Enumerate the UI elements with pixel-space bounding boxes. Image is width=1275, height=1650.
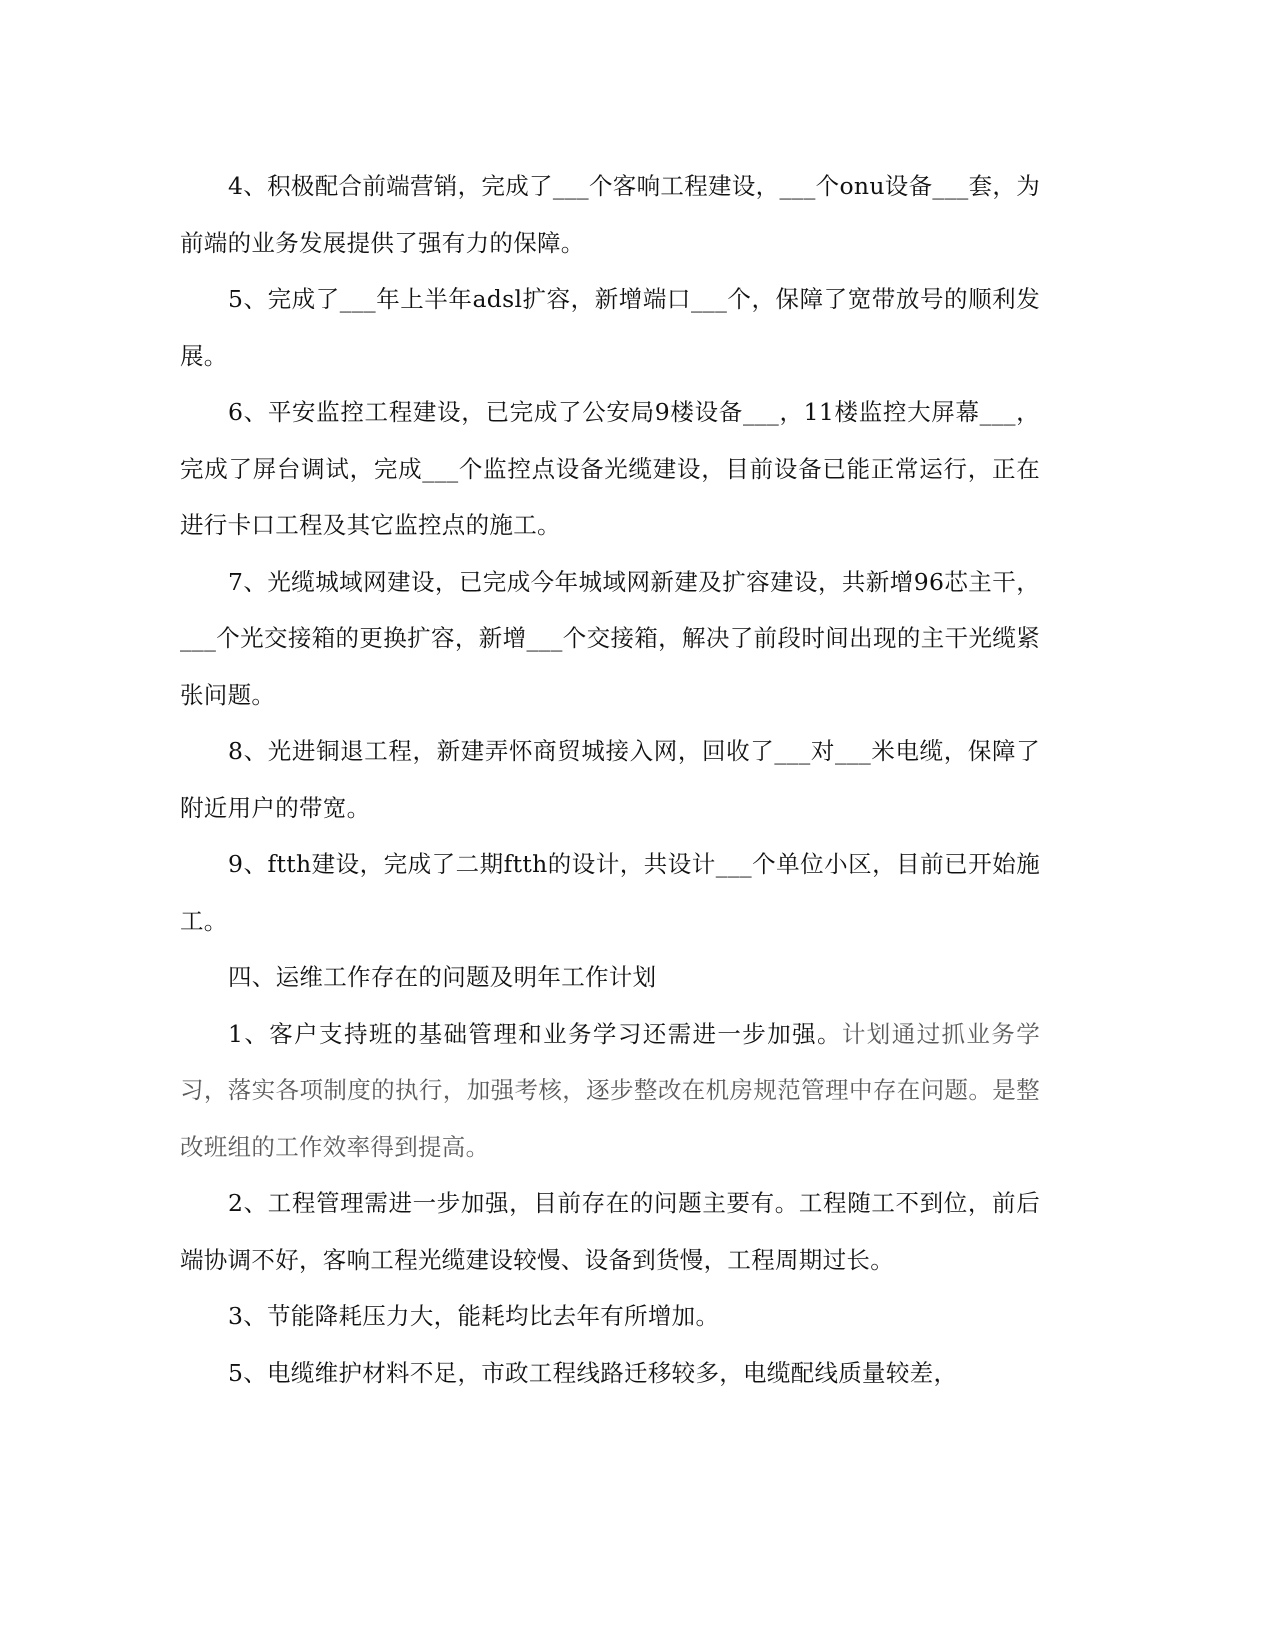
document-page [180,158,1040,1401]
paragraph-problem-1 [180,1006,1040,1176]
paragraph-item-9: 9、ftth建设，完成了二期ftth的设计，共设计___个单位小区，目前已开始施工。 [180,850,1040,935]
problem-1-plan: 计划通过抓业务学习，落实各项制度的执行，加强考核，逐步整改在机房规范管理中存在问题。是整改班组的工作效率得到提高。 [180,1019,1040,1161]
paragraph-problem-5: 5、电缆维护材料不足，市政工程线路迁移较多，电缆配线质量较差， [228,1358,958,1387]
paragraph-problem-2: 2、工程管理需进一步加强，目前存在的问题主要有。工程随工不到位，前后端协调不好，客响工程光缆建设较慢、设备到货慢，工程周期过长。 [180,1189,1040,1274]
paragraph-item-7: 7、光缆城域网建设，已完成今年城域网新建及扩容建设，共新增96芯主干，___个光交接箱的更换扩容，新增___个交接箱，解决了前段时间出现的主干光缆紧张问题。 [180,567,1040,709]
paragraph-item-8: 8、光进铜退工程，新建弄怀商贸城接入网，回收了___对___米电缆，保障了附近用户的带宽。 [180,737,1040,822]
paragraph-item-6: 6、平安监控工程建设，已完成了公安局9楼设备___，11楼监控大屏幕___，完成了屏台调试，完成___个监控点设备光缆建设，目前设备已能正常运行，正在进行卡口工程及其它监控点的施工。 [180,398,1040,539]
paragraph-problem-3: 3、节能降耗压力大，能耗均比去年有所增加。 [228,1302,720,1330]
section-heading: 四、运维工作存在的问题及明年工作计划 [228,963,657,991]
paragraph-item-5: 5、完成了___年上半年adsl扩容，新增端口___个，保障了宽带放号的顺利发展。 [180,285,1040,370]
paragraph-item-4: 4、积极配合前端营销，完成了___个客响工程建设，___个onu设备___套，为前端的业务发展提供了强有力的保障。 [180,172,1040,257]
problem-1-statement: 1、客户支持班的基础管理和业务学习还需进一步加强。 [228,1019,842,1048]
